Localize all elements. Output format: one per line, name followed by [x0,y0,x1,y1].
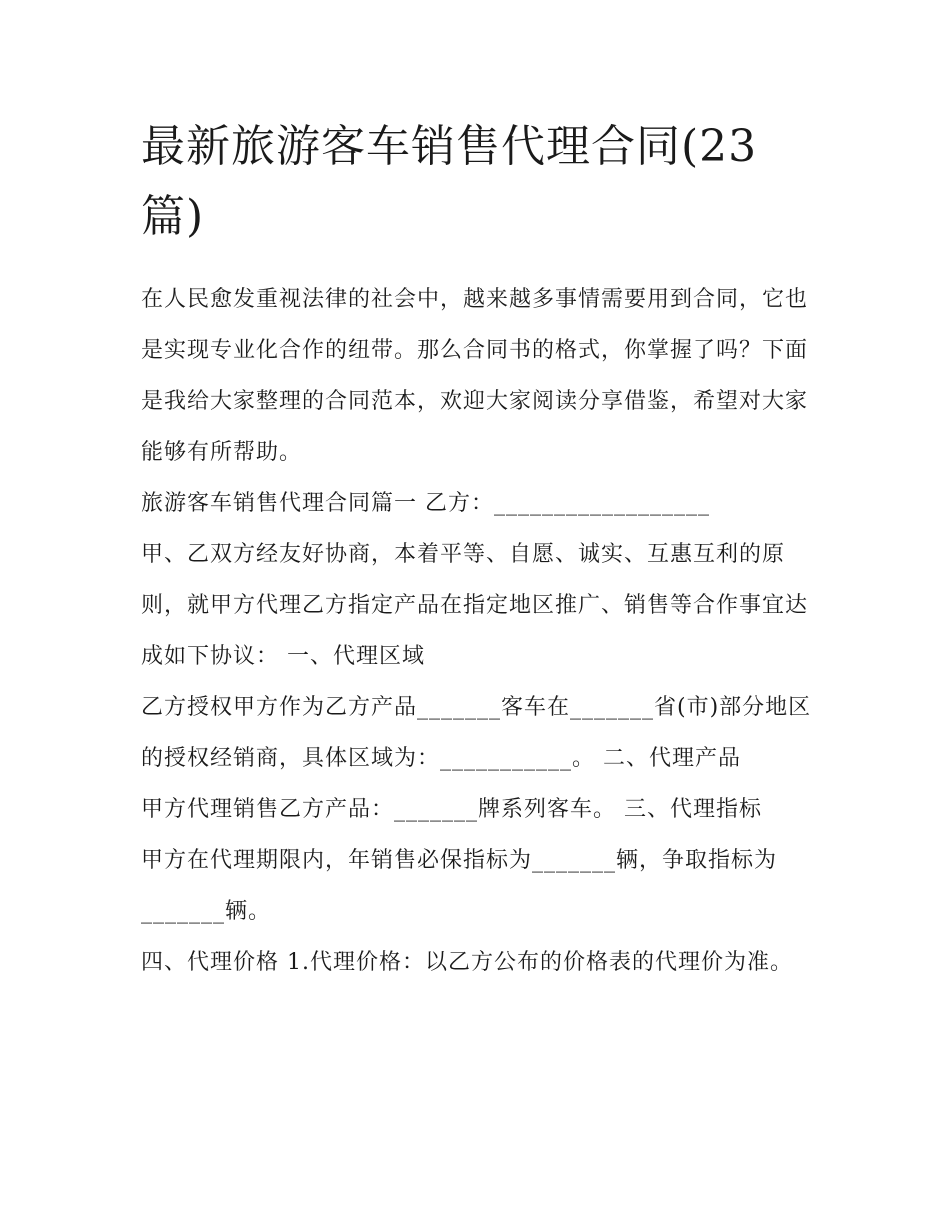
price-paragraph: 四、代理价格 1.代理价格：以乙方公布的价格表的代理价为准。 [141,950,793,975]
document-title: 最新旅游客车销售代理合同(23篇) [141,121,758,242]
region-paragraph: 乙方授权甲方作为乙方产品_______客车在_______省(市)部分地区的授权经销商，具体区域为：___________。 二、代理产品 [141,695,812,771]
document-page [141,112,813,988]
product-paragraph: 甲方代理销售乙方产品：_______牌系列客车。 三、代理指标 [141,797,762,822]
agreement-paragraph: 甲、乙双方经友好协商，本着平等、自愿、诚实、互惠互利的原则，就甲方代理乙方指定产品在指定地区推广、销售等合作事宜达成如下协议： 一、代理区域 [141,542,809,669]
intro-paragraph: 在人民愈发重视法律的社会中，越来越多事情需要用到合同，它也是实现专业化合作的纽带。那么合同书的格式，你掌握了吗？下面是我给大家整理的合同范本，欢迎大家阅读分享借鉴，希望对大家能够有所帮助。 [141,287,809,465]
contract-heading-paragraph: 旅游客车销售代理合同篇一 乙方：__________________ [141,491,710,516]
target-paragraph: 甲方在代理期限内，年销售必保指标为_______辆，争取指标为_______辆。 [141,848,778,924]
